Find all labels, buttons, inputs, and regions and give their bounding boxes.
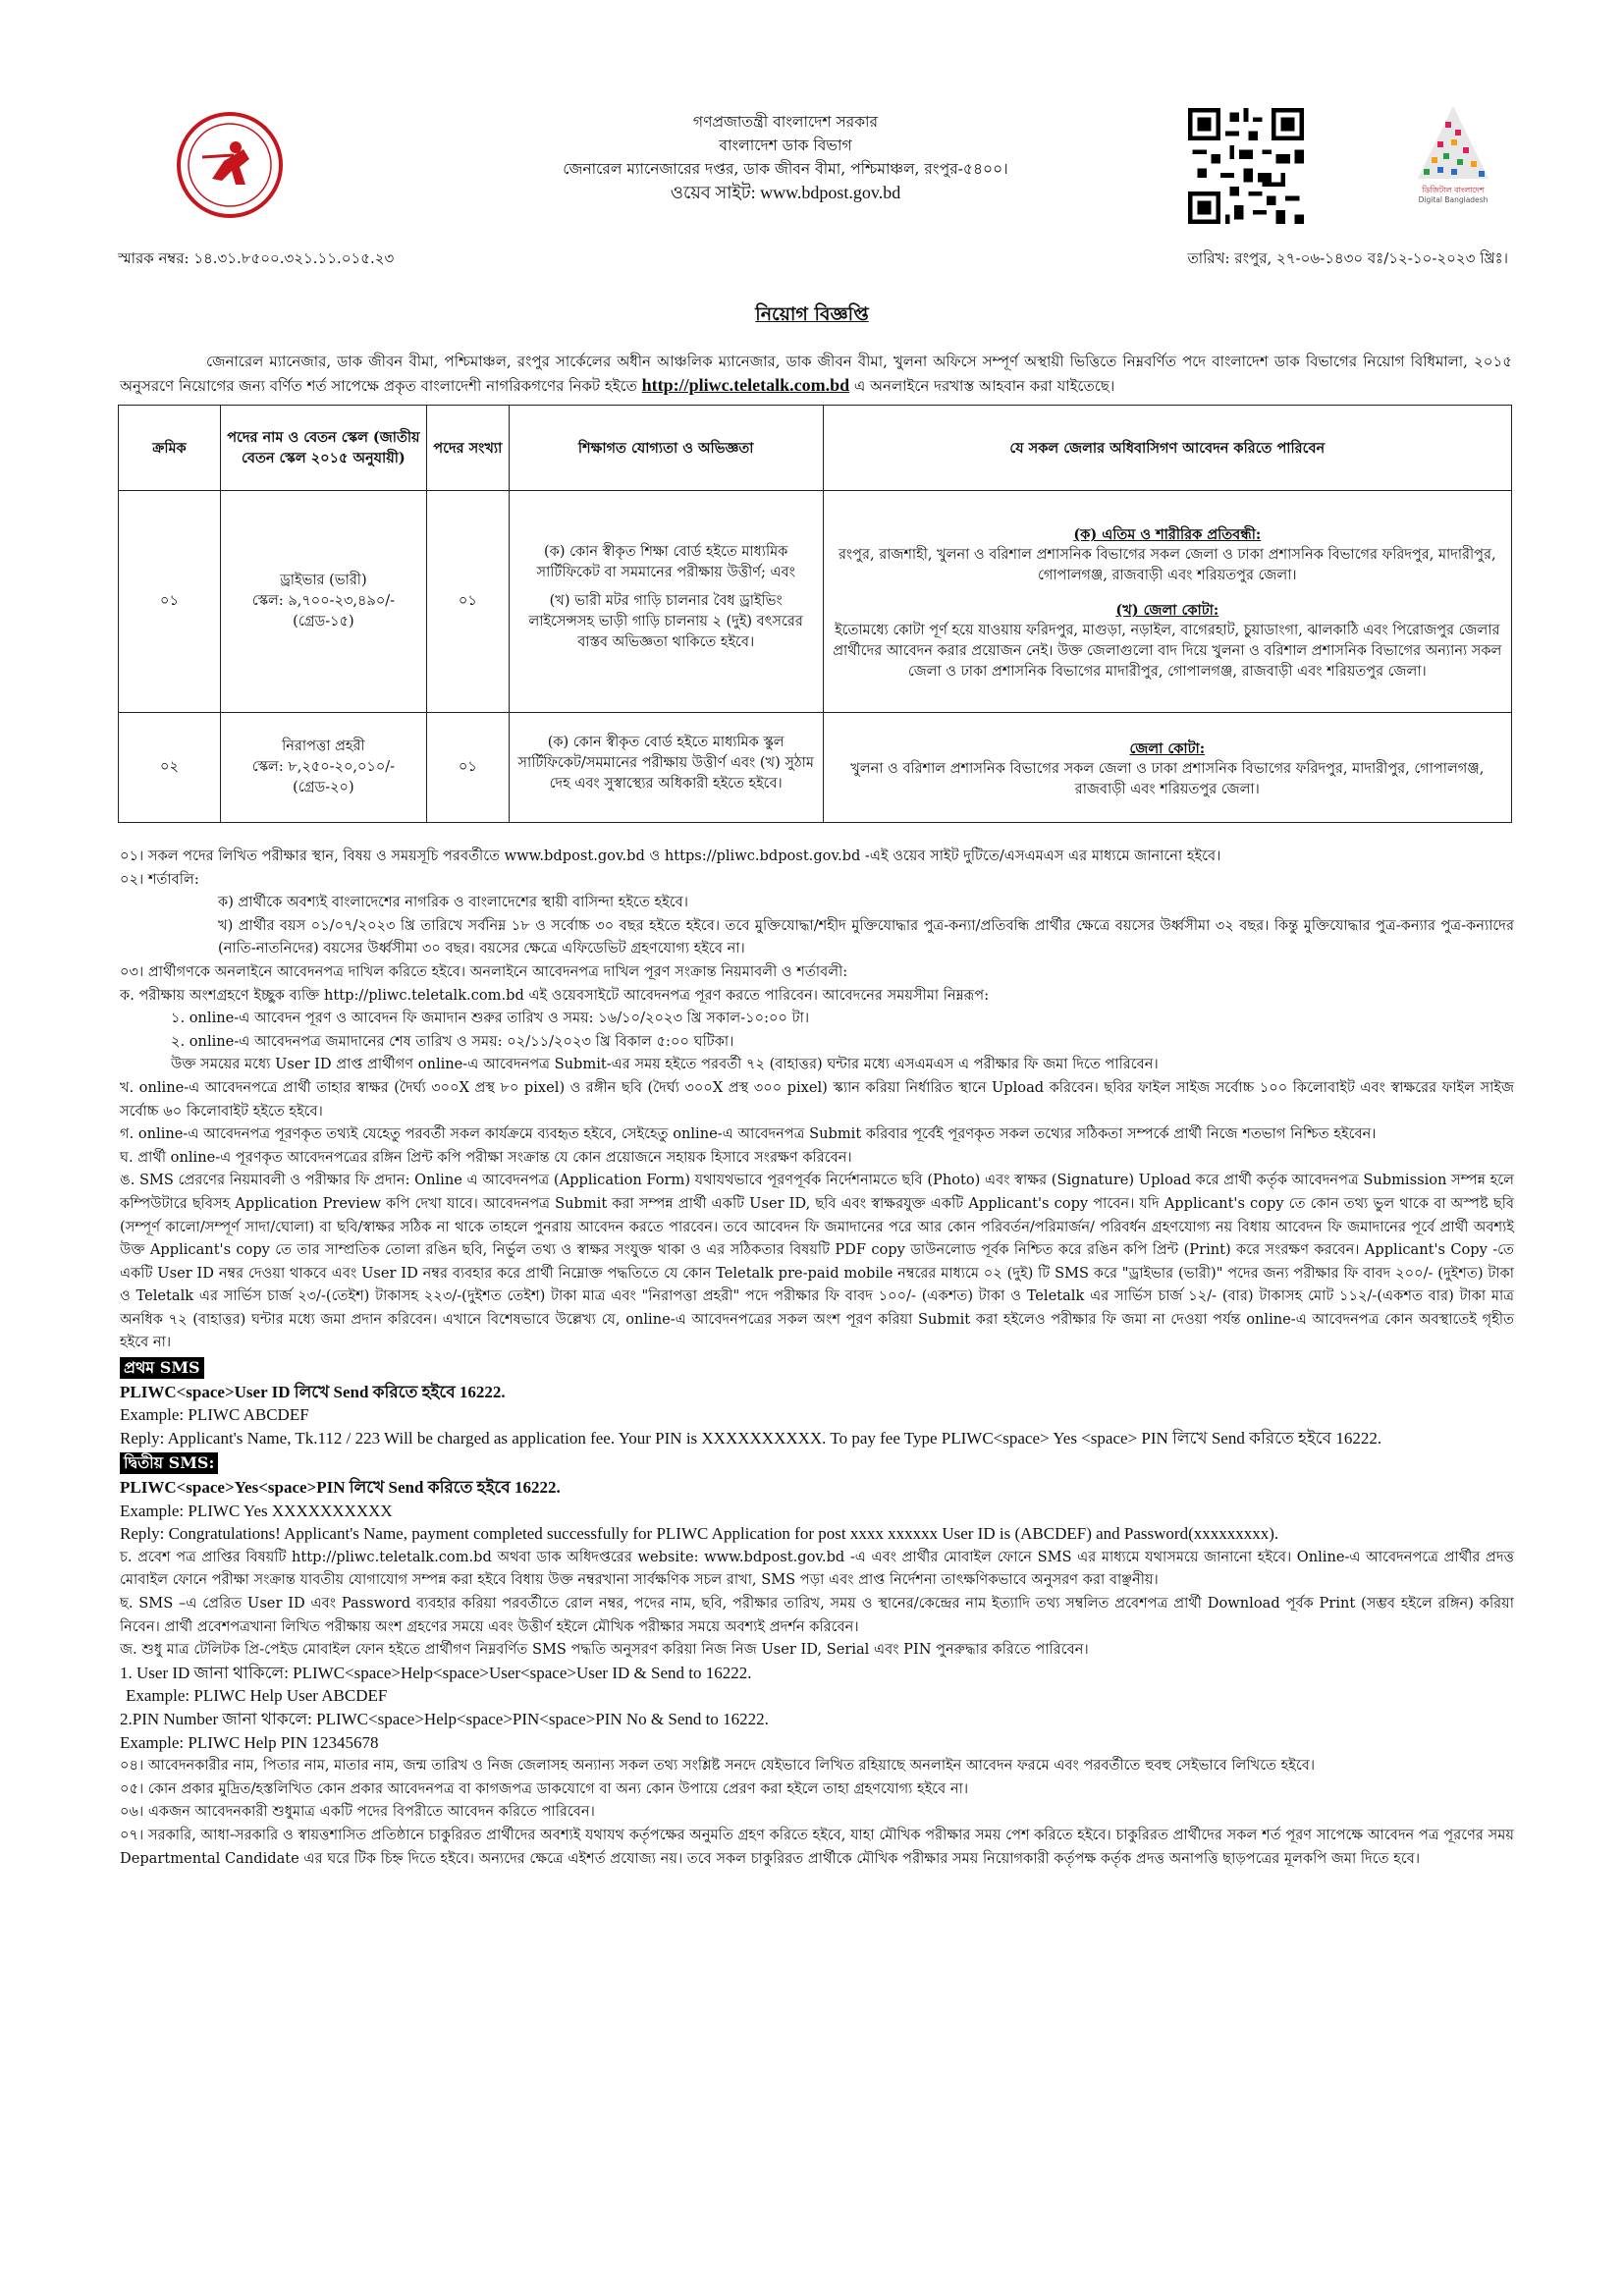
header-office: জেনারেল ম্যানেজারের দপ্তর, ডাক জীবন বীমা, পশ্চিমাঞ্চল, রংপুর-৫৪০০। [563, 160, 1008, 178]
svg-text:Digital Bangladesh: Digital Bangladesh [1418, 195, 1489, 204]
row-count: ০১ [426, 491, 509, 713]
clause-03-ka-3: উক্ত সময়ের মধ্যে User ID প্রাপ্ত প্রার্থীগণ online-এ আবেদনপত্র Submit-এর সময় হইতে পরবর্তী ৭২ (বাহাত্তর) ঘন্টার মধ্যে এসএমএস এ পরীক্ষার ফি জমা দিতে পারিবেন। [171, 1056, 1159, 1073]
sms2-example: Example: PLIWC Yes XXXXXXXXXX [120, 1501, 393, 1520]
area-heading: (খ) জেলা কোটা: [1115, 602, 1219, 619]
post-name: নিরাপত্তা প্রহরী [282, 738, 365, 754]
clause-02b: খ) প্রার্থীর বয়স ০১/০৭/২০২৩ খ্রি তারিখে সর্বনিম্ন ১৮ ও সর্বোচ্চ ৩০ বছর হইতে হইবে। তবে মুক্তিযোদ্ধা/শহীদ মুক্তিযোদ্ধার পুত্র-কন্যা/প্রতিবন্ধি প্রার্থীর ক্ষেত্রে বয়সের উর্ধ্বসীমা ৩২ বছর। কিন্তু মুক্তিযোদ্ধার পুত্র-কন্যার পুত্র-কন্যাদের (নাতি-নাতনিদের) বয়সের উর্ধ্বসীমা ৩০ বছর। বয়সের ক্ষেত্রে এফিডেভিট গ্রহণযোগ্য হইবে না। [218, 916, 1514, 957]
clause-03-ka-1: ১. online-এ আবেদন পূরণ ও আবেদন ফি জমাদান শুরুর তারিখ ও সময়: ১৬/১০/২০২৩ খ্রি সকাল-১০:০০ টা। [171, 1010, 810, 1027]
area-heading: (ক) এতিম ও শারীরিক প্রতিবন্ধী: [1073, 526, 1262, 543]
sms1-example: Example: PLIWC ABCDEF [120, 1405, 309, 1425]
digital-bangladesh-logo [1394, 96, 1512, 214]
row-qualification [509, 713, 823, 823]
row-serial: ০১ [119, 491, 221, 713]
area-text: খুলনা ও বরিশাল প্রশাসনিক বিভাগের সকল জেলা ও ঢাকা প্রশাসনিক বিভাগের ফরিদপুর, মাদারীপুর, গোপালগঞ্জ, রাজবাড়ী এবং শরিয়তপুর জেলা। [850, 761, 1485, 797]
help-user-id-example: Example: PLIWC Help User ABCDEF [126, 1686, 388, 1706]
row-districts [823, 491, 1511, 713]
table-row [119, 491, 1512, 713]
help-user-id: 1. User ID জানা থাকিলে: PLIWC<space>Help<space>User<space>User ID & Send to 16222. [120, 1663, 752, 1682]
row-qualification [509, 491, 823, 713]
posts-table [118, 405, 1512, 823]
header-govt: গণপ্রজাতন্ত্রী বাংলাদেশ সরকার [692, 113, 879, 131]
row-serial: ০২ [119, 713, 221, 823]
table-row [119, 713, 1512, 823]
area-heading: জেলা কোটা: [1129, 740, 1206, 757]
post-grade: (গ্রেড-১৫) [293, 614, 354, 629]
help-pin: 2.PIN Number জানা থাকলে: PLIWC<space>Help<space>PIN<space>PIN No & Send to 16222. [120, 1709, 769, 1728]
clause-03-gha: ঘ. প্রার্থী online-এ পূরণকৃত আবেদনপত্রের রঙ্গিন প্রিন্ট কপি পরীক্ষা সংক্রান্ত যে কোন প্রয়োজনে সহায়ক হিসাবে সংরক্ষণ করিবেন। [120, 1148, 852, 1166]
clause-02a: ক) প্রার্থীকে অবশ্যই বাংলাদেশের নাগরিক ও বাংলাদেশের স্থায়ী বাসিন্দা হইতে হইবে। [218, 894, 688, 911]
sms2-reply: Reply: Congratulations! Applicant's Name, payment completed successfully for PLIWC Application for post xxxx xxxxxx User ID is (ABCDEF) and Password(xxxxxxxxx). [120, 1524, 1279, 1544]
sms2-heading: দ্বিতীয় SMS: [120, 1452, 218, 1474]
row-post [220, 713, 426, 823]
clause-03-kha: খ. online-এ আবেদনপত্রে প্রার্থী তাহার স্বাক্ষর (দৈর্ঘ্য ৩০০X প্রস্থ ৮০ pixel) ও রঙ্গীন ছবি (দৈর্ঘ্য ৩০০X প্রস্থ ৩০০ pixel) স্ক্যান করিয়া নির্ধারিত স্থানে Upload করিবেন। ছবির ফাইল সাইজ সর্বোচ্চ ১০০ কিলোবাইট এবং স্বাক্ষরের ফাইল সাইজ সর্বোচ্চ ৬০ কিলোবাইট হইতে হইবে। [120, 1078, 1514, 1120]
page-title: নিয়োগ বিজ্ঞপ্তি [755, 303, 869, 325]
header-website: ওয়েব সাইট: www.bdpost.gov.bd [670, 183, 901, 202]
clause-06: ০৬। একজন আবেদনকারী শুধুমাত্র একটি পদের বিপরীতে আবেদন করিতে পারিবেন। [120, 1803, 595, 1821]
row-post [220, 491, 426, 713]
post-name: ড্রাইভার (ভারী) [280, 573, 367, 588]
clause-05: ০৫। কোন প্রকার মুদ্রিত/হস্তলিখিত কোন প্রকার আবেদনপত্র বা কাগজপত্র ডাকযোগে বা অন্য কোন উপায়ে প্রেরণ করা হইলে তাহা গ্রহণযোগ্য হইবে না। [120, 1779, 969, 1797]
table-header-row [119, 406, 1512, 491]
clause-03-ka-2: ২. online-এ আবেদনপত্র জমাদানের শেষ তারিখ ও সময়: ০২/১১/২০২৩ খ্রি বিকাল ৫:০০ ঘটিকা। [171, 1032, 734, 1050]
post-grade: (গ্রেড-২০) [293, 780, 354, 795]
clause-03-chha: ছ. SMS –এ প্রেরিত User ID এবং Password ব্যবহার করিয়া পরবর্তীতে রোল নম্বর, পদের নাম, ছবি, পরীক্ষার তারিখ, সময় ও স্থানের/কেন্দ্রের নাম ইত্যাদি তথ্য সম্বলিত প্রবেশপত্র প্রার্থী Download পূর্বক Print (সম্ভব হইলে রঙ্গিন) করিয়া নিবেন। প্রার্থী প্রবেশপত্রখানা লিখিত পরীক্ষায় অংশ গ্রহণের সময়ে এবং উত্তীর্ণ হইলে মৌখিক পরীক্ষার সময়ে অবশ্যই প্রদর্শন করিবেন। [120, 1595, 1514, 1635]
clause-03-cha: চ. প্রবেশ পত্র প্রাপ্তির বিষয়টি http://pliwc.teletalk.com.bd অথবা ডাক অধিদপ্তরের website: www.bdpost.gov.bd -এ এবং প্রার্থীর মোবাইল ফোনে SMS এর মাধ্যমে যথাসময়ে জানানো হইবে। Online-এ আবেদনপত্রে প্রার্থীর প্রদত্ত মোবাইল ফোনে পরীক্ষা সংক্রান্ত যাবতীয় যোগাযোগ সম্পন্ন করা হইবে বিধায় উক্ত নম্বরখানা সার্বক্ষণিক সচল রাখা, SMS পড়া এবং প্রাপ্ত নির্দেশনা তাৎক্ষণিকভাবে অনুসরণ করা বাঞ্ছনীয়। [120, 1548, 1514, 1589]
col-serial: ক্রমিক [119, 406, 221, 491]
apply-link[interactable]: http://pliwc.teletalk.com.bd [641, 375, 850, 395]
clause-04: ০৪। আবেদনকারীর নাম, পিতার নাম, মাতার নাম, জন্ম তারিখ ও নিজ জেলাসহ অন্যান্য সকল তথ্য সংশ্লিষ্ট সনদে যেইভাবে লিখিত রহিয়াছে অনলাইন আবেদন ফরমে এবং পরবর্তীতে হুবহু সেইভাবে লিখিতে হইবে। [120, 1757, 1316, 1775]
qual-item: (খ) ভারী মটর গাড়ি চালনার বৈধ ড্রাইভিং লাইসেন্সসহ ভাড়ী গাড়ি চালনায় ২ (দুই) বৎসরের বাস্তব অভিজ্ঞতা থাকিতে হইবে। [528, 593, 803, 650]
clause-03-uo: ঙ. SMS প্রেরণের নিয়মাবলী ও পরীক্ষার ফি প্রদান: Online এ আবেদনপত্র (Application Form) যথাযথভাবে পূরণপূর্বক নির্দেশনামতে ছবি (Photo) এবং স্বাক্ষর (Signature) Upload করে প্রার্থী কর্তৃক আবেদনপত্র Submission সম্পন্ন হলে কম্পিউটারে ছবিসহ Application Preview কপি দেখা যাবে। আবেদনপত্র Submit করা সম্পন্ন প্রার্থী একটি User ID, ছবি এবং স্বাক্ষরযুক্ত একটি Applicant's copy পাবেন। যদি Applicant's copy তে কোন তথ্য ভুল থাকে বা অস্পষ্ট ছবি (সম্পূর্ণ কালো/সম্পূর্ণ সাদা/ঘোলা) বা ছবি/স্বাক্ষর সঠিক না থাকে তাহলে পুনরায় আবেদন করতে পারবেন। তবে আবেদন ফি জমাদানের পরে আর কোন পরিবর্তন/পরিমার্জন/ পরিবর্ধন গ্রহণযোগ্য নয় বিধায় আবেদন ফি জমাদানের পূর্বে প্রার্থী অবশ্যই উক্ত Applicant's copy তে তার সাম্প্রতিক তোলা রঙিন ছবি, নির্ভুল তথ্য ও স্বাক্ষর সংযুক্ত থাকা ও এর সঠিকতার বিষয়টি PDF copy ডাউনলোড পূর্বক নিশ্চিত করে রঙিন কপি প্রিন্ট (Print) করে সংরক্ষণ করবেন। Applicant's Copy -তে একটি User ID নম্বর দেওয়া থাকবে এবং User ID নম্বর ব্যবহার করে প্রার্থী নিম্নোক্ত পদ্ধতিতে যে কোন Teletalk pre-paid mobile নম্বরের মাধ্যমে ০২ (দুই) টি SMS করে "ড্রাইভার (ভারী)" পদের জন্য পরীক্ষার ফি বাবদ ২০০/- (দুইশত) টাকা ও Teletalk এর সার্ভিস চার্জ ২৩/-(তেইশ) টাকাসহ ২২৩/-(দুইশত তেইশ) টাকা মাত্র এবং "নিরাপত্তা প্রহরী" পদে পরীক্ষার ফি বাবদ ১০০/- (একশত) টাকা ও Teletalk এর সার্ভিস চার্জ ১২/- (বার) টাকাসহ মোট ১১২/-(একশত বার) টাকা মাত্র অনধিক ৭২ (বাহাত্তর) ঘন্টার মধ্যে জমা প্রদান করিবেন। এখানে বিশেষভাবে উল্লেখ্য যে, online-এ আবেদনপত্রের সকল অংশ পূরণ করিয়া Submit করা হইলেও পরীক্ষার ফি জমা না দেওয়া পর্যন্ত online-এ আবেদনপত্র কোন অবস্থাতেই গৃহীত হইবে না। [120, 1172, 1514, 1351]
col-post: পদের নাম ও বেতন স্কেল (জাতীয় বেতন স্কেল ২০১৫ অনুযায়ী) [220, 406, 426, 491]
row-count: ০১ [426, 713, 509, 823]
help-pin-example: Example: PLIWC Help PIN 12345678 [120, 1732, 379, 1752]
intro-paragraph [120, 350, 1512, 398]
clause-01: ০১। সকল পদের লিখিত পরীক্ষার স্থান, বিষয় ও সময়সূচি পরবর্তীতে www.bdpost.gov.bd ও https://pliwc.bdpost.gov.bd -এই ওয়েব সাইট দুটিতে/এসএমএস এর মাধ্যমে জানানো হইবে। [120, 847, 1221, 864]
terms-body [120, 845, 1514, 1870]
sms1-reply: Reply: Applicant's Name, Tk.112 / 223 Will be charged as application fee. Your PIN is XXXXXXXXXX. To pay fee Type PLIWC<space> Yes <space> PIN লিখে Send করিতে হইবে 16222. [120, 1428, 1382, 1448]
clause-07: ০৭। সরকারি, আধা-সরকারি ও স্বায়ত্তশাসিত প্রতিষ্ঠানে চাকুরিরত প্রার্থীদের অবশ্যই যথাযথ কর্তৃপক্ষের অনুমতি গ্রহণ করিতে হইবে, যাহা মৌখিক পরীক্ষার সময় পেশ করিতে হইবে। চাকুরিরত প্রার্থীদের সকল শর্ত পূরণ সাপেক্ষে আবেদন পত্র পূরণের সময় Departmental Candidate এর ঘরে টিক চিহ্ন দিতে হইবে। অন্যদের ক্ষেত্রে এইশর্ত প্রযোজ্য নয়। তবে সকল চাকুরিরত প্রার্থীকে মৌখিক পরীক্ষার সময় নিয়োগকারী কর্তৃপক্ষ কর্তৃক প্রদত্ত অনাপত্তি ছাড়পত্রের মূলকপি জমা দিতে হবে। [120, 1826, 1514, 1867]
clause-03: ০৩। প্রার্থীগণকে অনলাইনে আবেদনপত্র দাখিল করিতে হইবে। অনলাইনে আবেদনপত্র দাখিল পূরণ সংক্রান্ত নিয়মাবলী ও শর্তাবলী: [120, 962, 848, 980]
col-districts: যে সকল জেলার অধিবাসিগণ আবেদন করিতে পারিবেন [823, 406, 1511, 491]
svg-text:ডিজিটাল বাংলাদেশ: ডিজিটাল বাংলাদেশ [1422, 186, 1485, 194]
sms1-format: PLIWC<space>User ID লিখে Send করিতে হইবে 16222. [120, 1382, 506, 1401]
memo-number: স্মারক নম্বর: ১৪.৩১.৮৫০০.৩২১.১১.০১৫.২৩ [118, 249, 395, 267]
clause-03-ja: জ. শুধু মাত্র টেলিটক প্রি-পেইড মোবাইল ফোন হইতে প্রার্থীগণ নিম্নবর্ণিত SMS পদ্ধতি অনুসরণ করিয়া নিজ নিজ User ID, Serial এবং PIN পুনরুদ্ধার করিতে পারিবেন। [120, 1641, 1089, 1659]
notice-date: তারিখ: রংপুর, ২৭-০৬-১৪৩০ বঃ/১২-১০-২০২৩ খ্রিঃ। [1187, 249, 1508, 267]
col-qualification: শিক্ষাগত যোগ্যতা ও অভিজ্ঞতা [509, 406, 823, 491]
sms2-format: PLIWC<space>Yes<space>PIN লিখে Send করিতে হইবে 16222. [120, 1478, 561, 1498]
clause-03-ga: গ. online-এ আবেদনপত্র পূরণকৃত তথ্যই যেহেতু পরবর্তী সকল কার্যক্রমে ব্যবহৃত হইবে, সেইহেতু online-এ আবেদনপত্র Submit করিবার পূর্বেই পূরণকৃত সকল তথ্যের সঠিকতা সম্পর্কে প্রার্থী নিজে শতভাগ নিশ্চিত হইবেন। [120, 1125, 1377, 1143]
qr-code-icon [1188, 108, 1304, 224]
qual-item: (ক) কোন স্বীকৃত বোর্ড হইতে মাধ্যমিক স্কুল সার্টিফিকেট/সমমানের পরীক্ষায় উত্তীর্ণ এবং (খ) সুঠাম দেহ এবং সুস্বাস্থ্যের অধিকারী হইতে হইবে। [517, 735, 814, 792]
col-count: পদের সংখ্যা [426, 406, 509, 491]
intro-tail: এ অনলাইনে দরখাস্ত আহবান করা যাইতেছে। [849, 377, 1115, 395]
post-scale: স্কেল: ৮,২৫০-২০,০১০/- [251, 759, 396, 775]
post-scale: স্কেল: ৯,৭০০-২৩,৪৯০/- [251, 593, 396, 609]
clause-03-ka: ক. পরীক্ষায় অংশগ্রহণে ইচ্ছুক ব্যক্তি http://pliwc.teletalk.com.bd এই ওয়েবসাইটে আবেদনপত্র পূরণ করতে পারিবেন। আবেদনের সময়সীমা নিম্নরূপ: [120, 986, 990, 1004]
qual-item: (ক) কোন স্বীকৃত শিক্ষা বোর্ড হইতে মাধ্যমিক সার্টিফিকেট বা সমমানের পরীক্ষায় উত্তীর্ণ; এবং [536, 544, 795, 580]
bangladesh-post-logo [175, 110, 285, 220]
area-text: ইতোমধ্যে কোটা পূর্ণ হয়ে যাওয়ায় ফরিদপুর, মাগুড়া, নড়াইল, বাগেরহাট, চুয়াডাংগা, ঝালকাঠি এবং পিরোজপুর জেলার প্রার্থীদের আবেদন করার প্রয়োজন নেই। উক্ত জেলাগুলো বাদ দিয়ে খুলনা ও বরিশাল প্রশাসনিক বিভাগের অন্যান্য সকল জেলা ও ঢাকা প্রশাসনিক বিভাগের মাদারীপুর, গোপালগঞ্জ, রাজবাড়ী এবং শরিয়তপুর জেলা। [833, 623, 1502, 680]
area-text: রংপুর, রাজশাহী, খুলনা ও বরিশাল প্রশাসনিক বিভাগের সকল জেলা ও ঢাকা প্রশাসনিক বিভাগের ফরিদপুর, মাদারীপুর, গোপালগঞ্জ, রাজবাড়ী এবং শরিয়তপুর জেলা। [838, 547, 1496, 583]
header-block [511, 110, 1060, 204]
clause-02: ০২। শর্তাবলি: [120, 870, 199, 888]
header-dept: বাংলাদেশ ডাক বিভাগ [719, 137, 852, 154]
row-districts [823, 713, 1511, 823]
intro-text: জেনারেল ম্যানেজার, ডাক জীবন বীমা, পশ্চিমাঞ্চল, রংপুর সার্কেলের অধীন আঞ্চলিক ম্যানেজার, ডাক জীবন বীমা, খুলনা অফিসে সম্পূর্ণ অস্থায়ী ভিত্তিতে নিম্নবর্ণিত পদে বাংলাদেশ ডাক বিভাগের নিয়োগ বিধিমালা, ২০১৫ অনুসরণে নিয়োগের জন্য বর্ণিত শর্ত সাপেক্ষে প্রকৃত বাংলাদেশী নাগরিকগণের নিকট হইতে [120, 353, 1512, 395]
sms1-heading: প্রথম SMS [120, 1357, 204, 1379]
